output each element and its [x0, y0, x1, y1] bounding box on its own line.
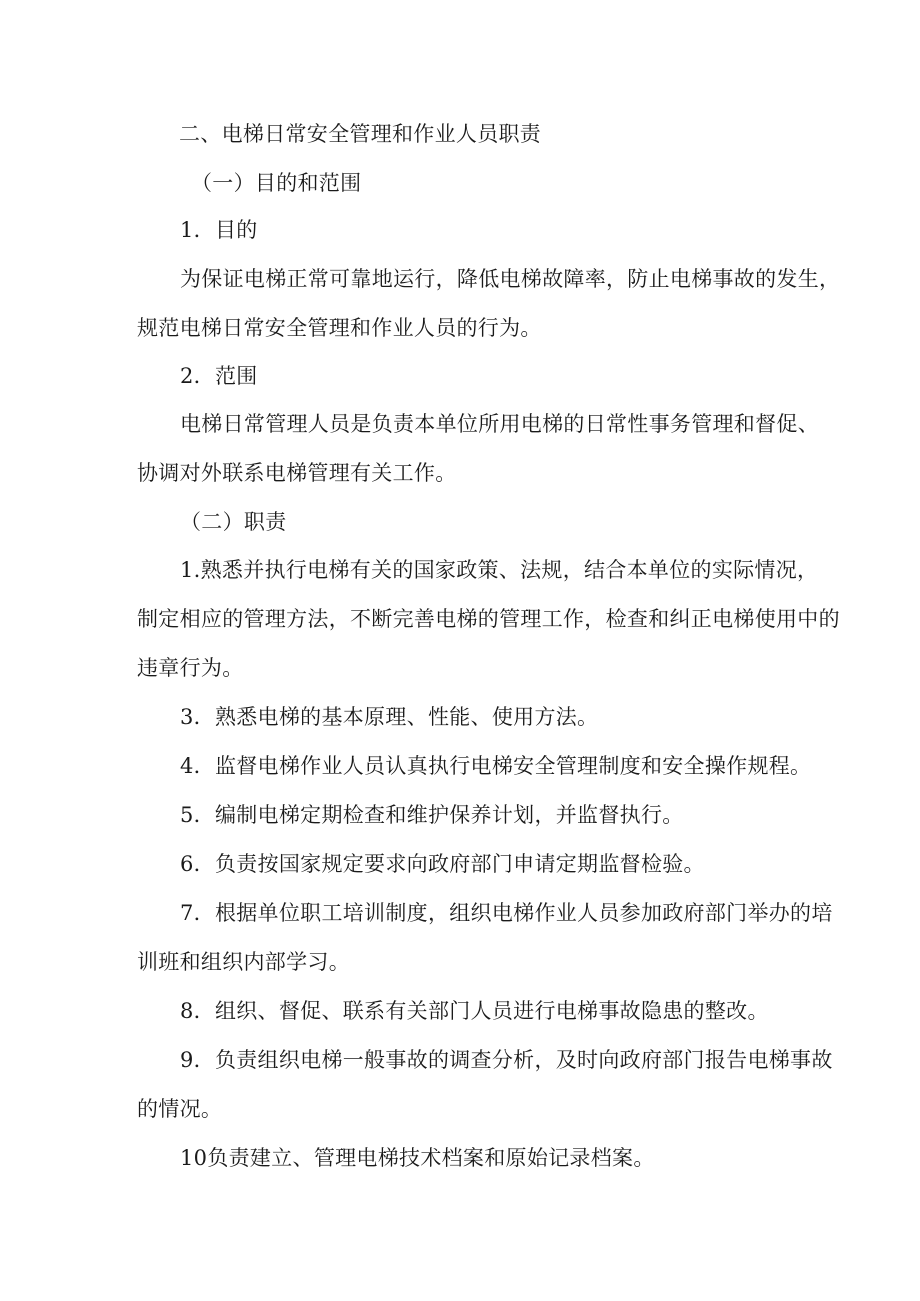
paragraph-purpose-line: 规范电梯日常安全管理和作业人员的行为。	[137, 316, 542, 340]
duty-item-line: 违章行为。	[137, 656, 244, 680]
paragraph-purpose-line: 为保证电梯正常可靠地运行，降低电梯故障率，防止电梯事故的发生，	[180, 267, 841, 291]
item-title-scope: 2．范围	[180, 364, 258, 388]
duty-item-line: 训班和组织内部学习。	[137, 950, 350, 974]
section-title-duties: （二）职责	[180, 510, 287, 534]
duty-item: 10负责建立、管理电梯技术档案和原始记录档案。	[180, 1146, 655, 1170]
duty-item: 8．组织、督促、联系有关部门人员进行电梯事故隐患的整改。	[180, 999, 769, 1023]
duty-item: 4．监督电梯作业人员认真执行电梯安全管理制度和安全操作规程。	[180, 754, 812, 778]
item-title-purpose: 1．目的	[180, 218, 258, 242]
duty-item-line: 1.熟悉并执行电梯有关的国家政策、法规，结合本单位的实际情况，	[180, 558, 819, 582]
paragraph-scope-line: 协调对外联系电梯管理有关工作。	[137, 461, 457, 485]
duty-item-line: 的情况。	[137, 1097, 223, 1121]
section-title-purpose-scope: （一）目的和范围	[191, 171, 362, 195]
duty-item-line: 9．负责组织电梯一般事故的调查分析，及时向政府部门报告电梯事故	[180, 1048, 833, 1072]
document-heading: 二、电梯日常安全管理和作业人员职责	[179, 122, 542, 146]
duty-item: 5．编制电梯定期检查和维护保养计划，并监督执行。	[180, 803, 684, 827]
duty-item: 3．熟悉电梯的基本原理、性能、使用方法。	[180, 705, 599, 729]
duty-item-line: 制定相应的管理方法，不断完善电梯的管理工作，检查和纠正电梯使用中的	[137, 607, 840, 631]
duty-item-line: 7．根据单位职工培训制度，组织电梯作业人员参加政府部门举办的培	[180, 901, 833, 925]
paragraph-scope-line: 电梯日常管理人员是负责本单位所用电梯的日常性事务管理和督促、	[180, 412, 819, 436]
duty-item: 6．负责按国家规定要求向政府部门申请定期监督检验。	[180, 852, 705, 876]
